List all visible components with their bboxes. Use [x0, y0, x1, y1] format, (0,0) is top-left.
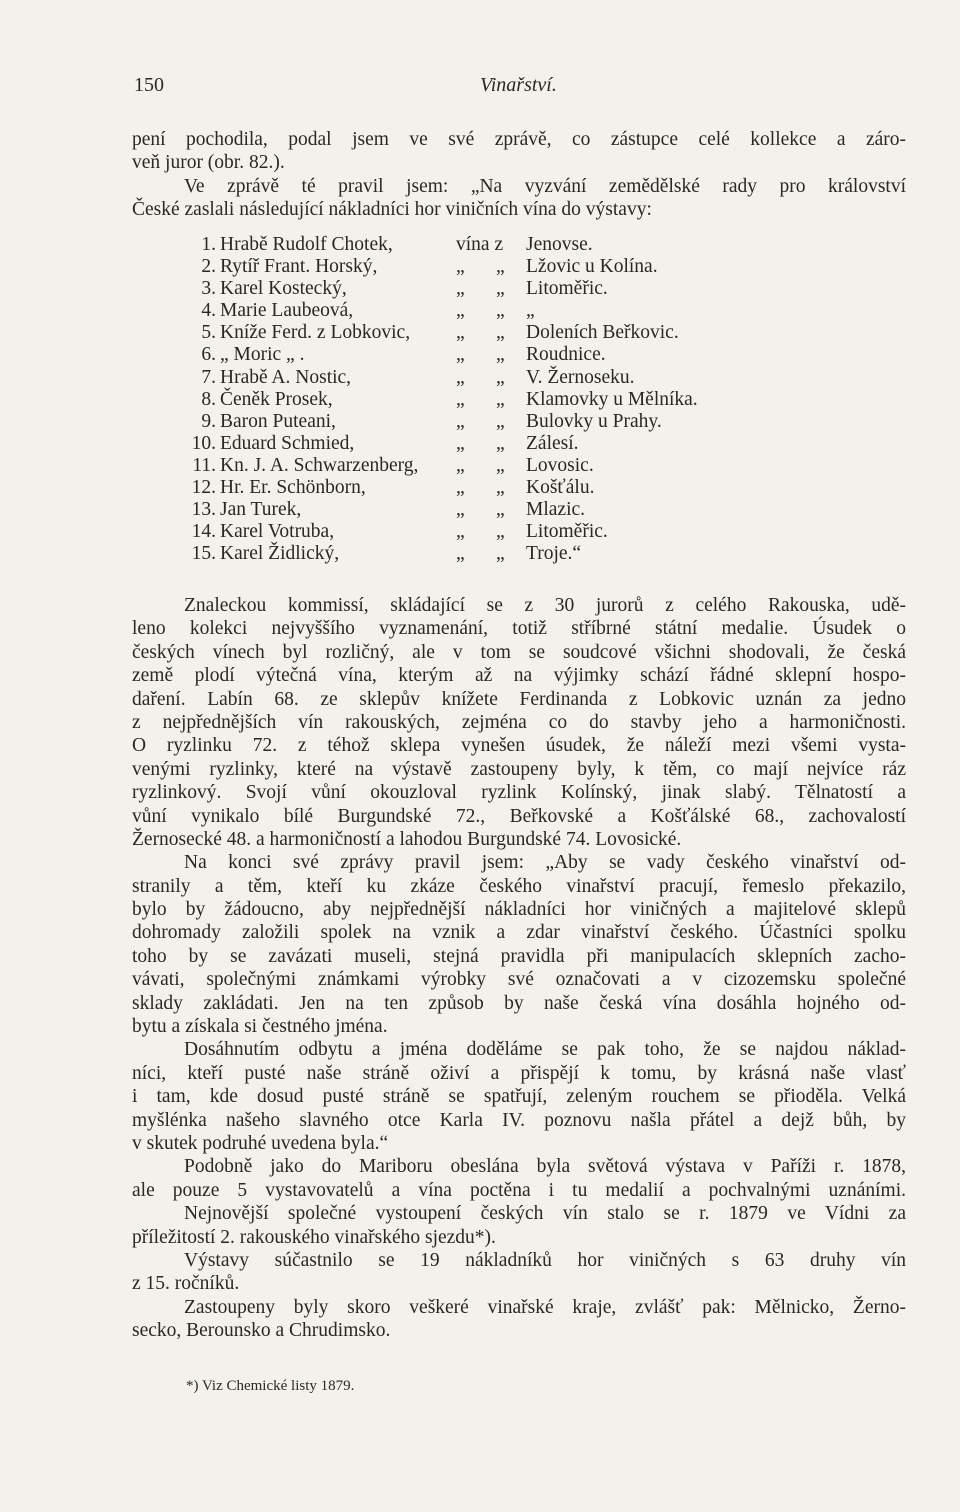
ditto-mark: „	[496, 256, 505, 278]
text-line: v skutek podruhé uvedena byla.“	[132, 1132, 389, 1154]
text-line: Nejnovější společné vystoupení českých vín stalo se r. 1879 ve Vídni za	[184, 1203, 906, 1225]
text-line: pení pochodila, podal jsem ve své zprávě, co zástupce celé kollekce a záro-	[132, 129, 906, 150]
text-line: příležitostí 2. rakouského vinařského sjezdu*).	[132, 1226, 496, 1248]
text-line: země plodí výtečná vína, kterým až na výjimky schází řádné sklepní hospo-	[132, 665, 906, 687]
text-line: veň juror (obr. 82.).	[132, 152, 285, 174]
ditto-mark: „	[456, 521, 465, 543]
list-item	[186, 543, 786, 565]
text-line: i tam, kde dosud pusté stráně se spatřují, zeleným rouchem se přioděla. Velká	[132, 1086, 906, 1108]
exhibitor-name: Hr. Er. Schönborn,	[220, 477, 366, 499]
list-item	[186, 499, 786, 521]
vineyard-place: Lovosic.	[526, 454, 594, 476]
list-item	[186, 411, 786, 433]
exhibitor-name: Marie Laubeová,	[220, 300, 354, 322]
vineyard-place: Košťálu.	[526, 477, 595, 499]
item-number: 11.	[192, 454, 216, 476]
ditto-mark: „	[496, 454, 505, 476]
item-number: 5.	[201, 322, 216, 344]
item-number: 10.	[191, 432, 216, 454]
ditto-mark: „	[456, 388, 465, 410]
item-number: 4.	[201, 300, 216, 322]
exhibitor-name: Karel Židlický,	[220, 543, 340, 565]
exhibitor-name: Eduard Schmied,	[220, 432, 355, 454]
text-line: dohromady založili spolek na vznik a zdar vinařství českého. Účastníci spolku	[132, 922, 906, 944]
text-line: stranily a těm, kteří ku zkáze českého vinařství pracují, řemeslo překazilo,	[132, 875, 906, 897]
exhibitor-name: Kn. J. A. Schwarzenberg,	[220, 454, 419, 476]
text-line: ryzlinkový. Svojí vůní okouzloval ryzlink Kolínský, jinak slabý. Tělnatostí a	[132, 782, 906, 804]
ditto-mark: „	[496, 477, 505, 499]
text-line: České zaslali následující nákladníci hor viničních vína do výstavy:	[132, 199, 652, 221]
vineyard-place: Mlazic.	[526, 499, 586, 521]
ditto-mark: „	[456, 366, 465, 388]
ditto-mark: „	[456, 344, 465, 366]
ditto-mark: „	[496, 521, 505, 543]
list-item	[186, 521, 786, 543]
ditto-mark: „	[496, 300, 505, 322]
ditto-mark: „	[456, 432, 465, 454]
vineyard-place: Litoměřic.	[526, 278, 608, 300]
vineyard-place: V. Žernoseku.	[526, 366, 635, 388]
text-line: Podobně jako do Mariboru obeslána byla světová výstava v Paříži r. 1878,	[184, 1156, 906, 1178]
vineyard-place: Zálesí.	[526, 432, 579, 454]
item-number: 7.	[201, 366, 216, 388]
ditto-mark: „	[456, 410, 465, 432]
list-item	[186, 455, 786, 477]
item-number: 3.	[201, 278, 216, 300]
text-line: Ve zprávě té pravil jsem: „Na vyzvání zemědělské rady pro království	[184, 175, 906, 197]
ditto-mark: „	[496, 543, 505, 565]
exhibitor-name: Baron Puteani,	[220, 410, 336, 432]
text-line: z nejpřednějších vín rakouských, zejména co do stavby jeho a harmoničnosti.	[132, 711, 906, 733]
text-line: Znaleckou kommissí, skládající se z 30 jurorů z celého Rakouska, udě-	[184, 595, 906, 616]
text-line: myšlénka našeho slavného otce Karla IV. poznovu našla přátel a dejž bůh, by	[132, 1109, 906, 1131]
text-line: vůní vynikalo bílé Burgundské 72., Beřkovské a Košťálské 68., zachovalostí	[132, 805, 906, 827]
vineyard-place: Doleních Beřkovic.	[526, 322, 679, 344]
intro-paragraph	[132, 128, 906, 222]
item-number: 1.	[201, 234, 216, 255]
vineyard-place: „	[526, 300, 535, 322]
text-line: Na konci své zprávy pravil jsem: „Aby se vady českého vinařství od-	[184, 852, 906, 874]
ditto-mark: „	[456, 454, 465, 476]
vineyard-place: Lžovic u Kolína.	[526, 256, 658, 278]
item-number: 9.	[201, 410, 216, 432]
list-item	[186, 278, 786, 300]
ditto-mark: „	[496, 432, 505, 454]
footnote: *) Viz Chemické listy 1879.	[186, 1378, 355, 1394]
page-header	[134, 74, 834, 104]
text-line: Zastoupeny byly skoro veškeré vinařské kraje, zvlášť pak: Mělnicko, Žerno-	[184, 1296, 906, 1318]
text-line: leno kolekci nejvyššího vyznamenání, totiž stříbrné státní medalie. Úsudek o	[132, 618, 906, 640]
ditto-mark: „	[456, 278, 465, 300]
text-line: Žernosecké 48. a harmoničností a lahodou Burgundské 74. Lovosické.	[132, 828, 682, 850]
running-title: Vinařství.	[480, 74, 557, 96]
exhibitor-list	[186, 234, 786, 565]
vineyard-place: Roudnice.	[526, 344, 606, 366]
list-item	[186, 367, 786, 389]
list-item	[186, 300, 786, 322]
exhibitor-name: Jan Turek,	[220, 499, 302, 521]
ditto-mark: „	[496, 499, 505, 521]
vineyard-place: Bulovky u Prahy.	[526, 410, 662, 432]
list-item	[186, 344, 786, 366]
vineyard-place: Jenovse.	[526, 234, 593, 255]
exhibitor-name: Karel Votruba,	[220, 521, 335, 543]
exhibitor-name: Rytíř Frant. Horský,	[220, 256, 378, 278]
ditto-mark: „	[456, 322, 465, 344]
text-line: daření. Labín 68. ze sklepův knížete Ferdinanda z Lobkovic uznán za jedno	[132, 688, 906, 710]
ditto-mark: „	[496, 322, 505, 344]
ditto-mark: „	[456, 477, 465, 499]
exhibitor-name: „ Moric „ .	[220, 344, 305, 366]
list-item	[186, 389, 786, 411]
exhibitor-name: Karel Kostecký,	[220, 278, 347, 300]
ditto-mark: „	[456, 256, 465, 278]
item-number: 8.	[201, 388, 216, 410]
item-number: 13.	[191, 499, 216, 521]
vineyard-place: Litoměřic.	[526, 521, 608, 543]
ditto-mark: „	[456, 499, 465, 521]
text-line: sklady zakládati. Jen na ten způsob by naše česká vína dosáhla hojného od-	[132, 992, 906, 1014]
text-line: z 15. ročníků.	[132, 1273, 240, 1295]
list-item	[186, 256, 786, 278]
ditto-mark: „	[496, 388, 505, 410]
ditto-mark: „	[456, 300, 465, 322]
text-line: bytu a získala si čestného jména.	[132, 1016, 388, 1038]
exhibitor-name: Kníže Ferd. z Lobkovic,	[220, 322, 411, 344]
text-line: venými ryzlinky, které na výstavě zastoupeny byly, k těm, co mají nejvíce ráz	[132, 758, 906, 780]
ditto-mark: „	[496, 344, 505, 366]
item-number: 12.	[191, 477, 216, 499]
text-line: českých vínech byl rozličný, ale v tom se soudcové všichni shodovali, že česká	[132, 641, 906, 663]
text-line: Dosáhnutím odbytu a jména doděláme se pak toho, že se najdou náklad-	[184, 1039, 906, 1061]
ditto-mark: „	[456, 543, 465, 565]
text-line: ale pouze 5 vystavovatelů a vína poctěna i tu medalií a pochvalnými uznáními.	[132, 1179, 906, 1201]
exhibitor-name: Hrabě A. Nostic,	[220, 366, 352, 388]
body-text	[132, 594, 906, 1343]
text-line: secko, Berounsko a Chrudimsko.	[132, 1320, 391, 1342]
list-item	[186, 433, 786, 455]
text-line: bylo by žádoucno, aby nejpřednější nákladníci hor viničných a majitelové sklepů	[132, 899, 906, 921]
exhibitor-name: Čeněk Prosek,	[220, 388, 333, 410]
text-line: Výstavy súčastnilo se 19 nákladníků hor viničných s 63 druhy vín	[184, 1249, 906, 1271]
text-line: toho by se zavázati museli, stejná pravidla při manipulacích sklepních zacho-	[132, 945, 906, 967]
text-line: O ryzlinku 72. z téhož sklepa vynešen úsudek, že náleží mezi všemi vysta-	[132, 735, 906, 757]
exhibitor-name: Hrabě Rudolf Chotek,	[220, 234, 393, 255]
text-line: níci, kteří pusté naše stráně oživí a přispějí k tomu, by krásná naše vlasť	[132, 1062, 906, 1084]
list-item	[186, 477, 786, 499]
list-item	[186, 322, 786, 344]
ditto-mark: „	[496, 366, 505, 388]
item-number: 6.	[201, 344, 216, 366]
text-line: vávati, společnými známkami výrobky své označovati a v cizozemsku společné	[132, 969, 906, 991]
ditto-mark: „	[496, 278, 505, 300]
vineyard-place: Troje.“	[526, 543, 582, 565]
item-number: 14.	[191, 521, 216, 543]
item-number: 2.	[201, 256, 216, 278]
ditto-mark: „	[496, 410, 505, 432]
page-number: 150	[134, 74, 164, 96]
item-number: 15.	[191, 543, 216, 565]
vineyard-place: Klamovky u Mělníka.	[526, 388, 698, 410]
ditto-mark: vína z	[456, 234, 504, 255]
list-item	[186, 234, 786, 256]
